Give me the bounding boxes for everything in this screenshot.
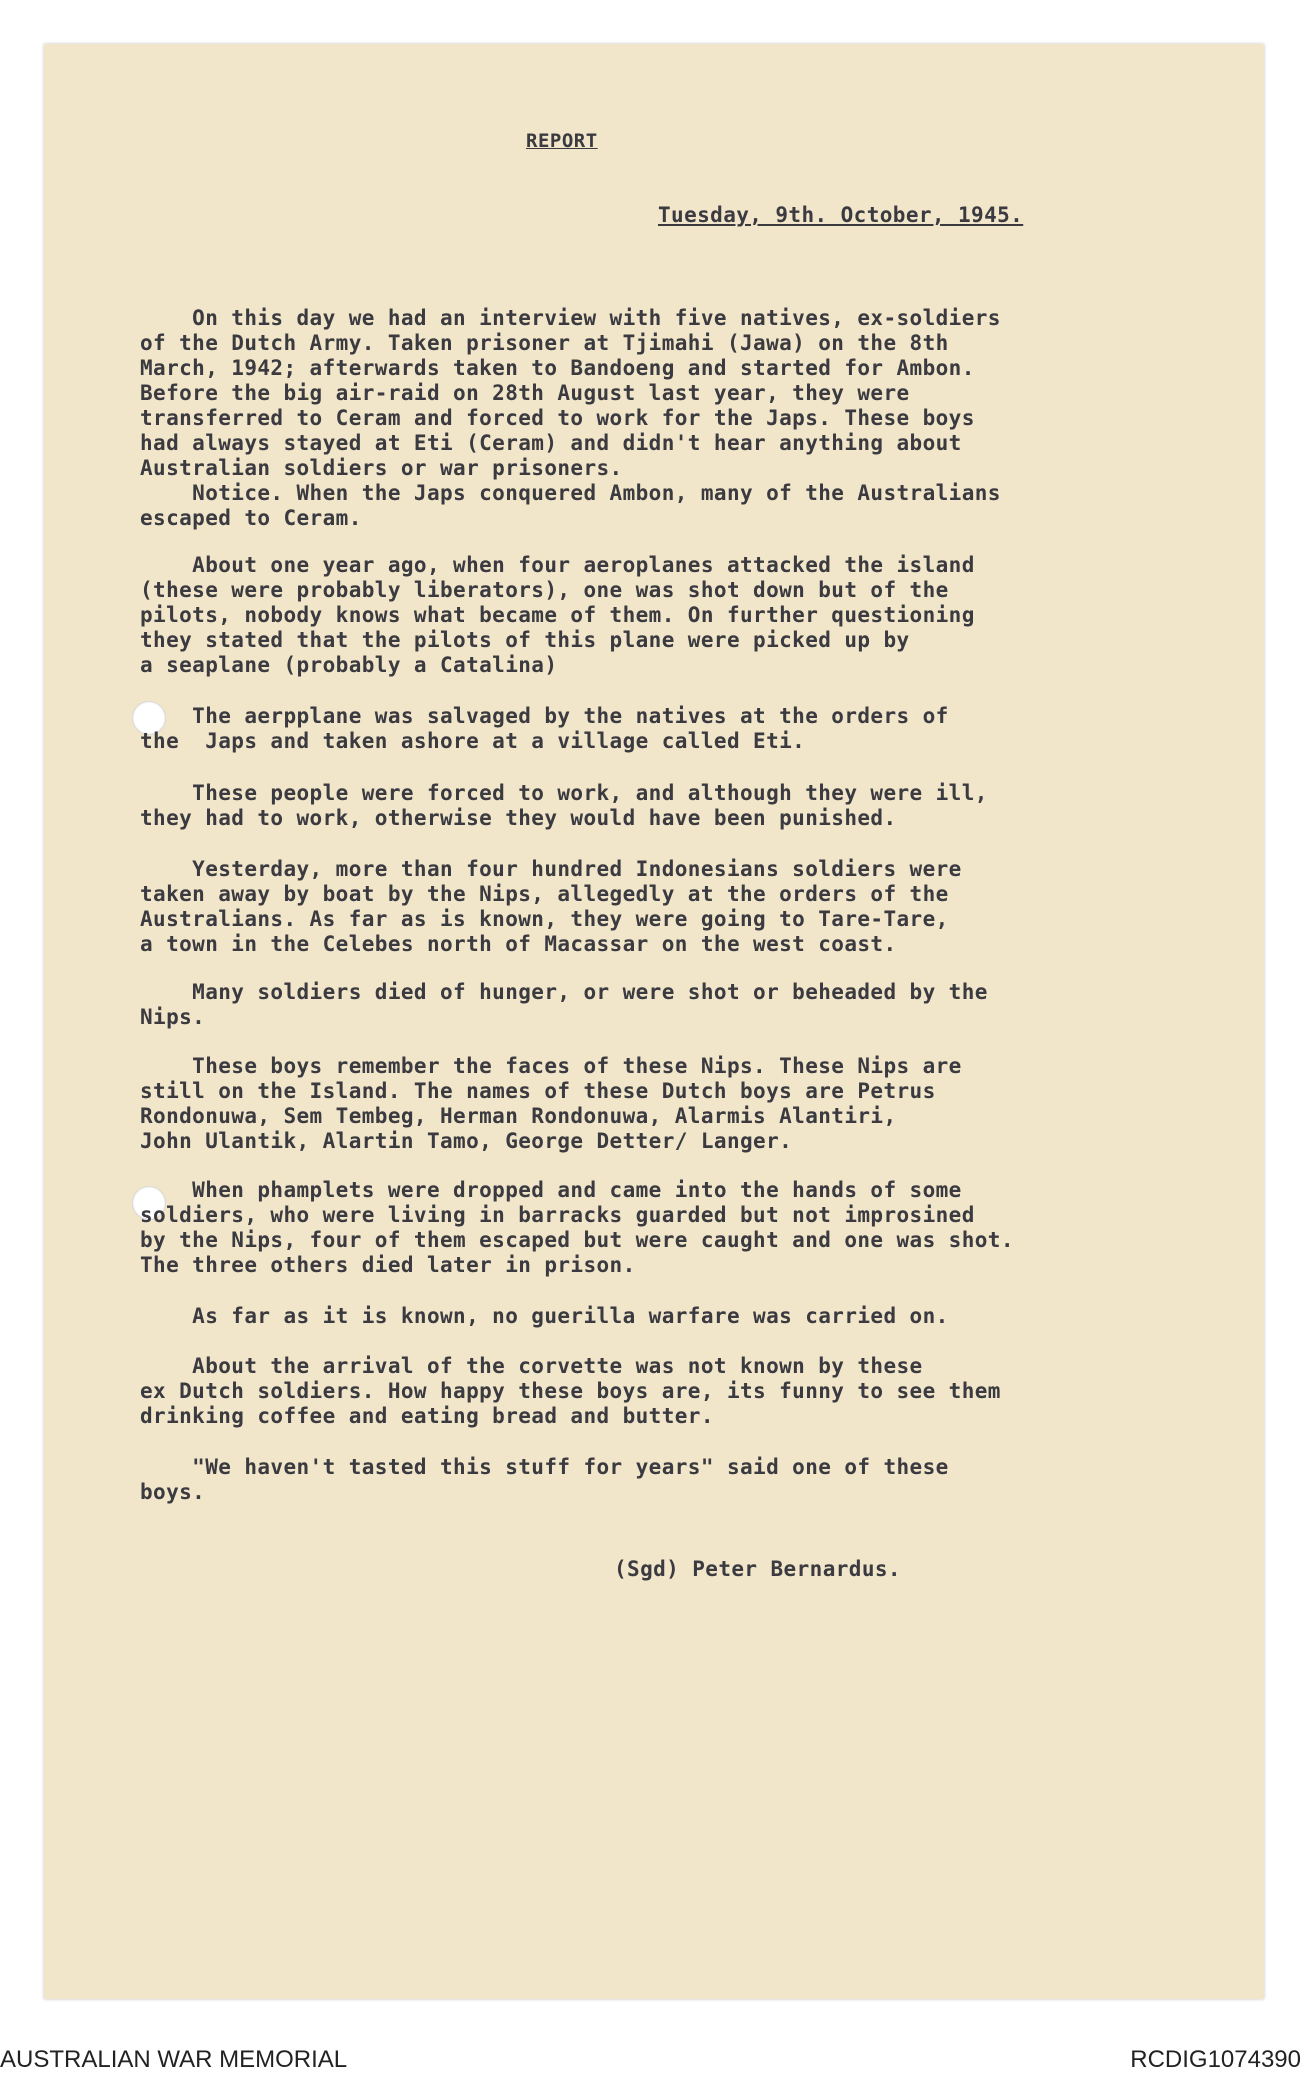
paragraph-5: Yesterday, more than four hundred Indonesians soldiers were taken away by boat by the Nips, allegedly at the orders of the Australians. As far as is known, they were going to Tare-Tare, a town in the Celebes north of Macassar on the west coast. — [140, 857, 962, 956]
paragraph-11: "We haven't tasted this stuff for years" said one of these boys. — [140, 1455, 949, 1504]
paragraph-1: On this day we had an interview with five natives, ex-soldiers of the Dutch Army. Taken prisoner at Tjimahi (Jawa) on the 8th March, 1942; afterwards taken to Bandoeng and started for Ambon. Before the big air-raid on 28th August last year, they were transferred to Ceram and forced to work for the Japs. These boys had always stayed at Eti (Ceram) and didn't hear anything about Australian soldiers or war prisoners. Notice. When the Japs conquered Ambon, many of the Australians escaped to Ceram. — [140, 306, 1001, 530]
report-date: Tuesday, 9th. October, 1945. — [658, 203, 1024, 227]
paragraph-3: The aerpplane was salvaged by the natives at the orders of the Japs and taken ashore at a village called Eti. — [140, 704, 949, 753]
footer-id: RCDIG1074390 — [1130, 2046, 1301, 2073]
paragraph-7: These boys remember the faces of these Nips. These Nips are still on the Island. The names of these Dutch boys are Petrus Rondonuwa, Sem Tembeg, Herman Rondonuwa, Alarmis Alantiri, John Ulantik, Alartin Tamo, George Detter/ Langer. — [140, 1054, 962, 1153]
report-title: REPORT — [526, 130, 598, 152]
paragraph-10: About the arrival of the corvette was not known by these ex Dutch soldiers. How happy these boys are, its funny to see them drinking coffee and eating bread and butter. — [140, 1354, 1001, 1428]
paragraph-9: As far as it is known, no guerilla warfare was carried on. — [140, 1304, 949, 1328]
paragraph-4: These people were forced to work, and although they were ill, they had to work, otherwise they would have been punished. — [140, 781, 988, 830]
paragraph-6: Many soldiers died of hunger, or were shot or beheaded by the Nips. — [140, 980, 988, 1029]
paragraph-8: When phamplets were dropped and came into the hands of some soldiers, who were living in barracks guarded but not improsined by the Nips, four of them escaped but were caught and one was shot. The three others died later in prison. — [140, 1178, 1014, 1277]
footer-source: AUSTRALIAN WAR MEMORIAL — [0, 2046, 348, 2073]
paragraph-2: About one year ago, when four aeroplanes attacked the island (these were probably liberators), one was shot down but of the pilots, nobody knows what became of them. On further questioning they stated that the pilots of this plane were picked up by a seaplane (probably a Catalina) — [140, 553, 975, 677]
signature: (Sgd) Peter Bernardus. — [614, 1557, 901, 1581]
